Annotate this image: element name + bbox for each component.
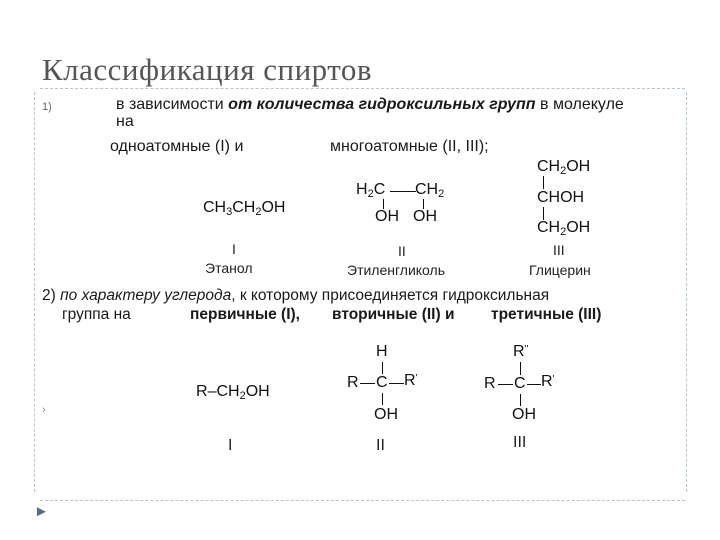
- right-rule: [686, 92, 687, 492]
- tertiary-roman: III: [513, 434, 527, 451]
- ethanol-oh: OH: [261, 199, 286, 216]
- primary-sub: 2: [239, 390, 246, 402]
- primary-r: R: [196, 383, 208, 400]
- secondary-r2-prime: ': [415, 373, 418, 384]
- glycol-c1-h: H: [356, 181, 368, 198]
- secondary-h: H: [376, 343, 388, 360]
- secondary-c: C: [376, 374, 388, 391]
- glycol-c2-sub: 2: [438, 188, 445, 200]
- tertiary-bond-bottom: [520, 394, 521, 406]
- section1-number: 1): [42, 101, 52, 113]
- section2-line2-c: вторичные (II) и: [332, 306, 455, 323]
- glycerin-name: Глицерин: [529, 262, 591, 278]
- slide-title: Классификация спиртов: [42, 52, 373, 87]
- primary-bond: –: [207, 383, 217, 400]
- primary-ch: CH: [216, 383, 240, 400]
- class-polyatomic: многоатомные (II, III);: [330, 138, 489, 155]
- section2-line2-b: первичные (I),: [190, 306, 300, 323]
- tertiary-bond-top: [520, 362, 521, 375]
- glycerin-roman: III: [553, 242, 565, 258]
- secondary-r2: [404, 372, 417, 390]
- ethanol-roman: I: [232, 241, 236, 257]
- footer-rule: [40, 500, 685, 501]
- section1-text: [116, 96, 624, 114]
- bullet-marker: ›: [42, 404, 46, 416]
- section2-number: 2): [42, 287, 56, 304]
- nav-arrow-icon[interactable]: ►: [34, 503, 49, 520]
- glycol-c2: [415, 181, 444, 200]
- glycol-roman: II: [398, 243, 406, 259]
- primary-oh: OH: [245, 383, 270, 400]
- glycerin-r2: CHOH: [537, 189, 585, 206]
- section2-line2-a: группа на: [62, 306, 131, 323]
- ethanol-sub-b: 2: [255, 206, 262, 218]
- glycerin-r3-ch: CH: [537, 219, 561, 236]
- glycol-c1-c: C: [373, 181, 386, 198]
- glycerin-r3-oh: OH: [566, 219, 591, 236]
- glycerin-r1-ch: CH: [537, 158, 561, 175]
- secondary-roman: II: [376, 437, 385, 454]
- secondary-bond-right: [389, 383, 404, 384]
- tertiary-r-top-prime: '': [524, 344, 529, 355]
- tertiary-r2-prime: ': [552, 374, 555, 385]
- tertiary-c: C: [514, 375, 526, 392]
- tertiary-bond-right: [527, 384, 541, 385]
- ethanol-ch-a: CH: [203, 199, 227, 216]
- tertiary-r-top-r: R: [513, 343, 525, 360]
- tertiary-r2: [541, 373, 554, 391]
- section1-text-post: в молекуле: [535, 96, 624, 113]
- secondary-oh: OH: [374, 406, 398, 423]
- section2-text-post: , к которому присоединяется гидроксильная: [231, 287, 550, 304]
- glycol-oh2: OH: [413, 208, 437, 225]
- primary-formula: [196, 383, 270, 402]
- ethanol-ch-b: CH: [232, 199, 256, 216]
- section1-text-pre: в зависимости: [116, 96, 229, 113]
- section2-line2-d: третичные (III): [491, 306, 602, 323]
- glycol-c1: [356, 181, 385, 200]
- secondary-r: R: [347, 374, 359, 391]
- glycol-name: Этиленгликоль: [347, 262, 445, 278]
- class-monoatomic: одноатомные (I) и: [110, 138, 244, 155]
- tertiary-r2-r: R: [541, 373, 553, 390]
- tertiary-bond-left: [498, 384, 513, 385]
- glycerin-bond-1: [543, 176, 544, 189]
- primary-roman: I: [228, 437, 233, 454]
- tertiary-r-top: [513, 343, 528, 361]
- glycol-c1-sub: 2: [367, 188, 374, 200]
- ethanol-name: Этанол: [205, 260, 253, 276]
- section2-text: [42, 287, 549, 305]
- glycerin-r1-oh: OH: [566, 158, 591, 175]
- secondary-bond-bottom: [382, 393, 383, 405]
- ethanol-formula: [203, 199, 285, 218]
- glycerin-r3: [537, 219, 590, 238]
- ethanol-sub-a: 3: [226, 206, 233, 218]
- section1-text-em: от количества гидроксильных групп: [228, 96, 536, 113]
- glycol-c2-ch: CH: [415, 181, 439, 198]
- tertiary-oh: OH: [512, 406, 536, 423]
- secondary-bond-top: [382, 362, 383, 374]
- secondary-bond-left: [360, 383, 375, 384]
- glycerin-r1-sub: 2: [560, 165, 567, 177]
- glycol-cc-bond: [390, 191, 416, 192]
- left-rule: [34, 92, 35, 492]
- secondary-r2-r: R: [404, 372, 416, 389]
- glycerin-r3-sub: 2: [560, 226, 567, 238]
- tertiary-r: R: [484, 375, 496, 392]
- section1-text-line2: на: [116, 113, 134, 130]
- title-underline: [40, 88, 685, 89]
- glycol-oh1: OH: [375, 208, 399, 225]
- glycerin-r1: [537, 158, 590, 177]
- section2-text-em: по характеру углерода: [60, 287, 232, 304]
